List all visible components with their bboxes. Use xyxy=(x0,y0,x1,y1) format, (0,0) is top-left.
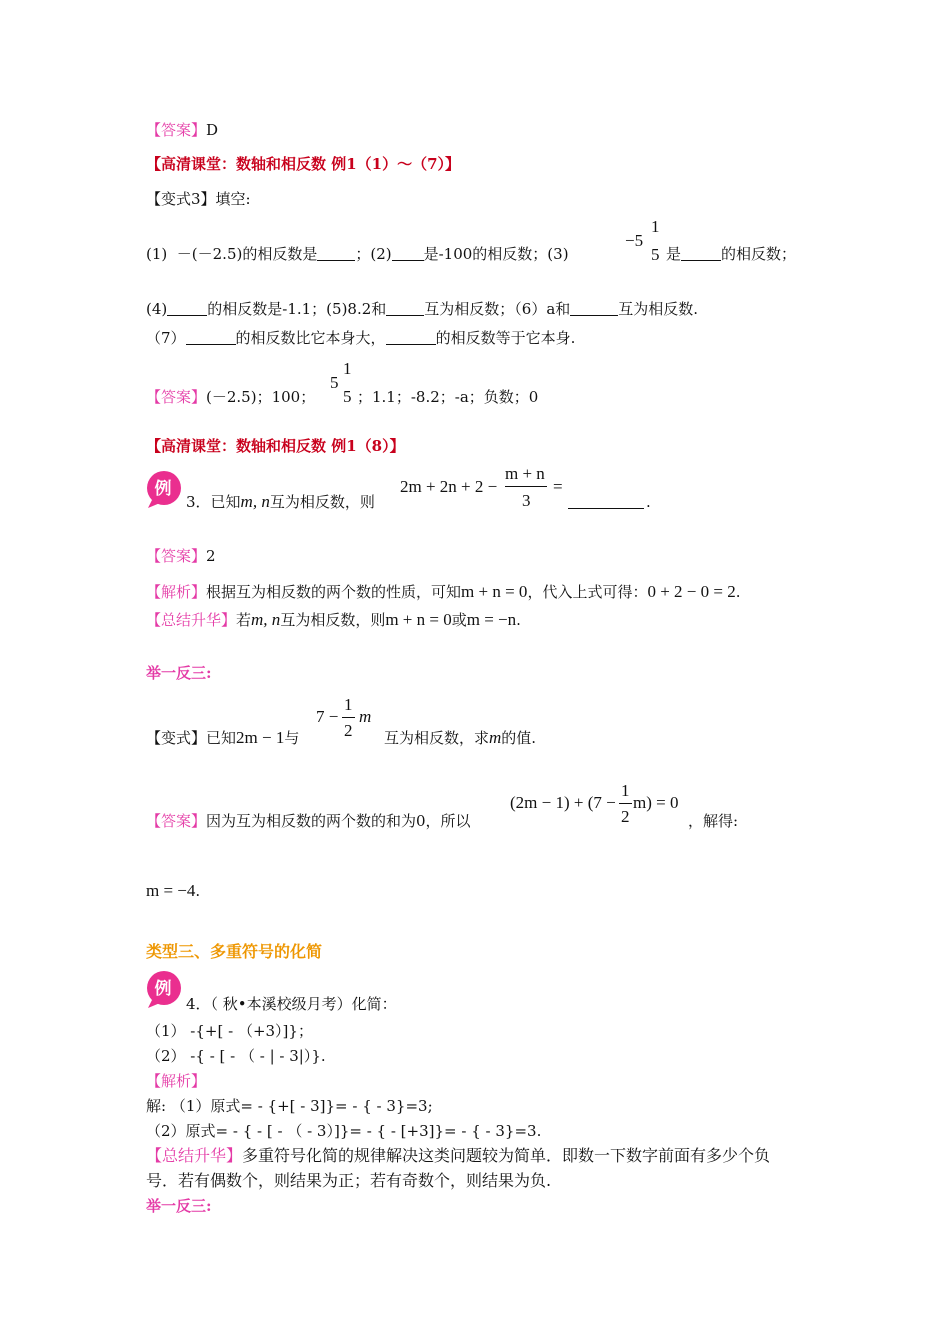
result-end: . xyxy=(195,882,201,900)
analysis3-end: . xyxy=(735,583,741,601)
answer-line-3 xyxy=(146,546,216,566)
answer-value: 2 xyxy=(206,547,216,565)
fraction-numerator: 1 xyxy=(621,781,630,800)
answer-blank[interactable] xyxy=(386,300,424,316)
analysis3-part2: ，代入上式可得： xyxy=(527,583,648,601)
fraction-denominator: 5 xyxy=(651,245,660,264)
q1-part2: ；(2) xyxy=(355,245,392,263)
summary3-end: . xyxy=(516,611,521,629)
q2-part4: 互为相反数. xyxy=(618,300,699,318)
summary3-eq2: m = −n xyxy=(466,610,517,629)
example4-item2: （2） -{ - [ - （ - | - 3|）}. xyxy=(146,1047,326,1065)
example-badge-icon xyxy=(146,968,186,1008)
q1-part4: 是 xyxy=(666,245,682,263)
variant-label: 【变式】 xyxy=(146,729,207,747)
answer4-eq-right: m) = 0 xyxy=(633,793,679,812)
summary3-part3: 或 xyxy=(451,611,467,629)
variant-question xyxy=(146,728,299,748)
q1-part1: (1) －(－2.5)的相反数是 xyxy=(146,245,318,263)
fraction-bar xyxy=(342,717,355,718)
answer4-part1: 因为互为相反数的两个数的和为0，所以 xyxy=(206,812,471,830)
result-line xyxy=(146,881,200,901)
expr-left: 2m + 2n + 2 − xyxy=(400,477,498,496)
answer-blank[interactable] xyxy=(186,329,236,345)
summary3-eq1: m + n = 0 xyxy=(385,610,452,629)
variant-question-b xyxy=(384,728,536,748)
eq-left: (2m − 1) + (7 − xyxy=(510,793,616,812)
analysis3-eq2: 0 + 2 − 0 = 2 xyxy=(647,582,736,601)
example-badge-text: 例 xyxy=(154,479,172,499)
example-badge-icon xyxy=(146,468,186,508)
answer-label: 【答案】 xyxy=(146,812,207,830)
variant-part2: 与 xyxy=(284,729,300,747)
variant-expr1: 2m − 1 xyxy=(236,728,285,747)
answer2-part1: (－2.5)；100； xyxy=(206,388,316,406)
variant-part1: 已知 xyxy=(206,729,237,747)
variant-part4: 的值. xyxy=(501,729,537,747)
fill-blank-line-3 xyxy=(146,328,575,348)
summary-line-4a xyxy=(146,1146,770,1166)
answer-blank[interactable] xyxy=(167,300,207,316)
answer-line-1 xyxy=(146,120,218,140)
answer-label: 【答案】 xyxy=(146,547,207,565)
fill-blank-line-1b xyxy=(666,244,796,264)
variant-var: m xyxy=(489,728,502,747)
summary-label: 【总结升华】 xyxy=(146,1146,243,1165)
juyi-heading-1: 举一反三: xyxy=(146,664,212,682)
summary-line-3 xyxy=(146,610,521,630)
ex3-part1: 3．已知 xyxy=(186,493,241,511)
ex3-end: . xyxy=(646,493,651,511)
fraction-denominator: 2 xyxy=(621,807,630,826)
fraction-bar xyxy=(505,486,547,487)
fraction-numerator: m + n xyxy=(505,464,545,483)
hd-classroom-heading-2: 【高清课堂：数轴和相反数 例1（8）】 xyxy=(146,437,405,455)
ex3-part2: 互为相反数，则 xyxy=(269,493,375,511)
q3-part2: 的相反数比它本身大， xyxy=(235,329,386,347)
variant-part3: 互为相反数，求 xyxy=(384,729,490,747)
answer-blank[interactable] xyxy=(568,508,644,509)
q1-part3: 是-100的相反数；(3) xyxy=(423,245,569,263)
example3-question xyxy=(186,492,375,512)
summary-line-4b: 号．若有偶数个，则结果为正；若有奇数个，则结果为负. xyxy=(146,1171,552,1190)
fraction-bar xyxy=(619,803,632,804)
fill-blank-line-2 xyxy=(146,299,698,319)
result-eq: m = −4 xyxy=(146,881,196,900)
hd-classroom-heading-1: 【高清课堂：数轴和相反数 例1（1）～（7）】 xyxy=(146,155,461,173)
analysis3-part1: 根据互为相反数的两个数的性质，可知 xyxy=(206,583,462,601)
juyi-heading-2: 举一反三: xyxy=(146,1197,212,1215)
analysis4-line2: （2）原式= - { - [ - （ - 3）]}= - { - [+3]}= - { - 3}=3. xyxy=(146,1122,542,1140)
analysis4-line1: 解: （1）原式= - {+[ - 3]}= - { - 3}=3; xyxy=(146,1097,433,1115)
fraction-denominator: 2 xyxy=(344,721,353,740)
q2-part3: 互为相反数；（6）a和 xyxy=(424,300,571,318)
analysis3-eq1: m + n = 0 xyxy=(461,582,528,601)
q3-part1: （7） xyxy=(146,329,186,347)
fraction-denominator: 3 xyxy=(522,491,531,510)
summary3-part1: 若 xyxy=(236,611,252,629)
summary-label: 【总结升华】 xyxy=(146,611,237,629)
expr2-var: m xyxy=(359,707,372,726)
analysis-label-4: 【解析】 xyxy=(146,1072,207,1090)
answer4-equation xyxy=(510,794,616,812)
answer-label: 【答案】 xyxy=(146,121,207,139)
fraction-whole: −5 xyxy=(625,231,644,250)
ex3-equals: = xyxy=(553,477,563,496)
q2-part1: (4) xyxy=(146,300,168,318)
fraction-whole: 5 xyxy=(330,373,339,392)
example-badge-text: 例 xyxy=(154,979,172,999)
answer-blank[interactable] xyxy=(386,329,436,345)
answer-line-4 xyxy=(146,811,471,831)
answer-blank[interactable] xyxy=(681,245,721,261)
fraction-numerator: 1 xyxy=(343,359,352,378)
fill-blank-line-1 xyxy=(146,244,569,264)
answer-line-4b xyxy=(688,811,738,831)
answer2-part2: ；1.1；-8.2；-a；负数；0 xyxy=(357,388,539,406)
ex3-expression xyxy=(400,478,497,496)
answer4-part2: ，解得: xyxy=(688,812,739,830)
summary3-vars: m, n xyxy=(251,610,281,629)
answer-blank[interactable] xyxy=(570,300,618,316)
variant3-heading xyxy=(146,189,251,209)
answer-line-2b xyxy=(357,387,538,407)
fraction-denominator: 5 xyxy=(343,387,352,406)
q1-part5: 的相反数； xyxy=(721,245,797,263)
analysis-label: 【解析】 xyxy=(146,583,207,601)
answer-label: 【答案】 xyxy=(146,388,207,406)
q3-part3: 的相反数等于它本身. xyxy=(435,329,576,347)
variant-expr2-var xyxy=(359,708,371,726)
example4-item1: （1） -{+[ - （+3）]}； xyxy=(146,1022,313,1040)
variant3-text: 填空: xyxy=(215,190,251,208)
answer-blank[interactable] xyxy=(317,245,355,261)
summary3-part2: 互为相反数，则 xyxy=(280,611,386,629)
summary4-line1: 多重符号化简的规律解决这类问题较为简单．即数一下数字前面有多少个负 xyxy=(242,1146,771,1165)
q2-part2: 的相反数是-1.1；(5)8.2和 xyxy=(207,300,387,318)
fraction-numerator: 1 xyxy=(344,695,353,714)
expr2-left: 7 − xyxy=(316,707,339,726)
section-heading-type3: 类型三、多重符号的化简 xyxy=(146,942,323,961)
ex3-vars: m, n xyxy=(240,492,270,511)
answer-line-2 xyxy=(146,387,315,407)
variant3-label: 【变式3】 xyxy=(146,190,216,208)
fraction-numerator: 1 xyxy=(651,217,660,236)
analysis-line-3 xyxy=(146,582,741,602)
example4-title: 4．（ 秋•本溪校级月考）化简： xyxy=(186,995,397,1013)
answer-value: D xyxy=(206,121,219,139)
variant-expr2 xyxy=(316,708,338,726)
answer-blank[interactable] xyxy=(392,245,424,261)
